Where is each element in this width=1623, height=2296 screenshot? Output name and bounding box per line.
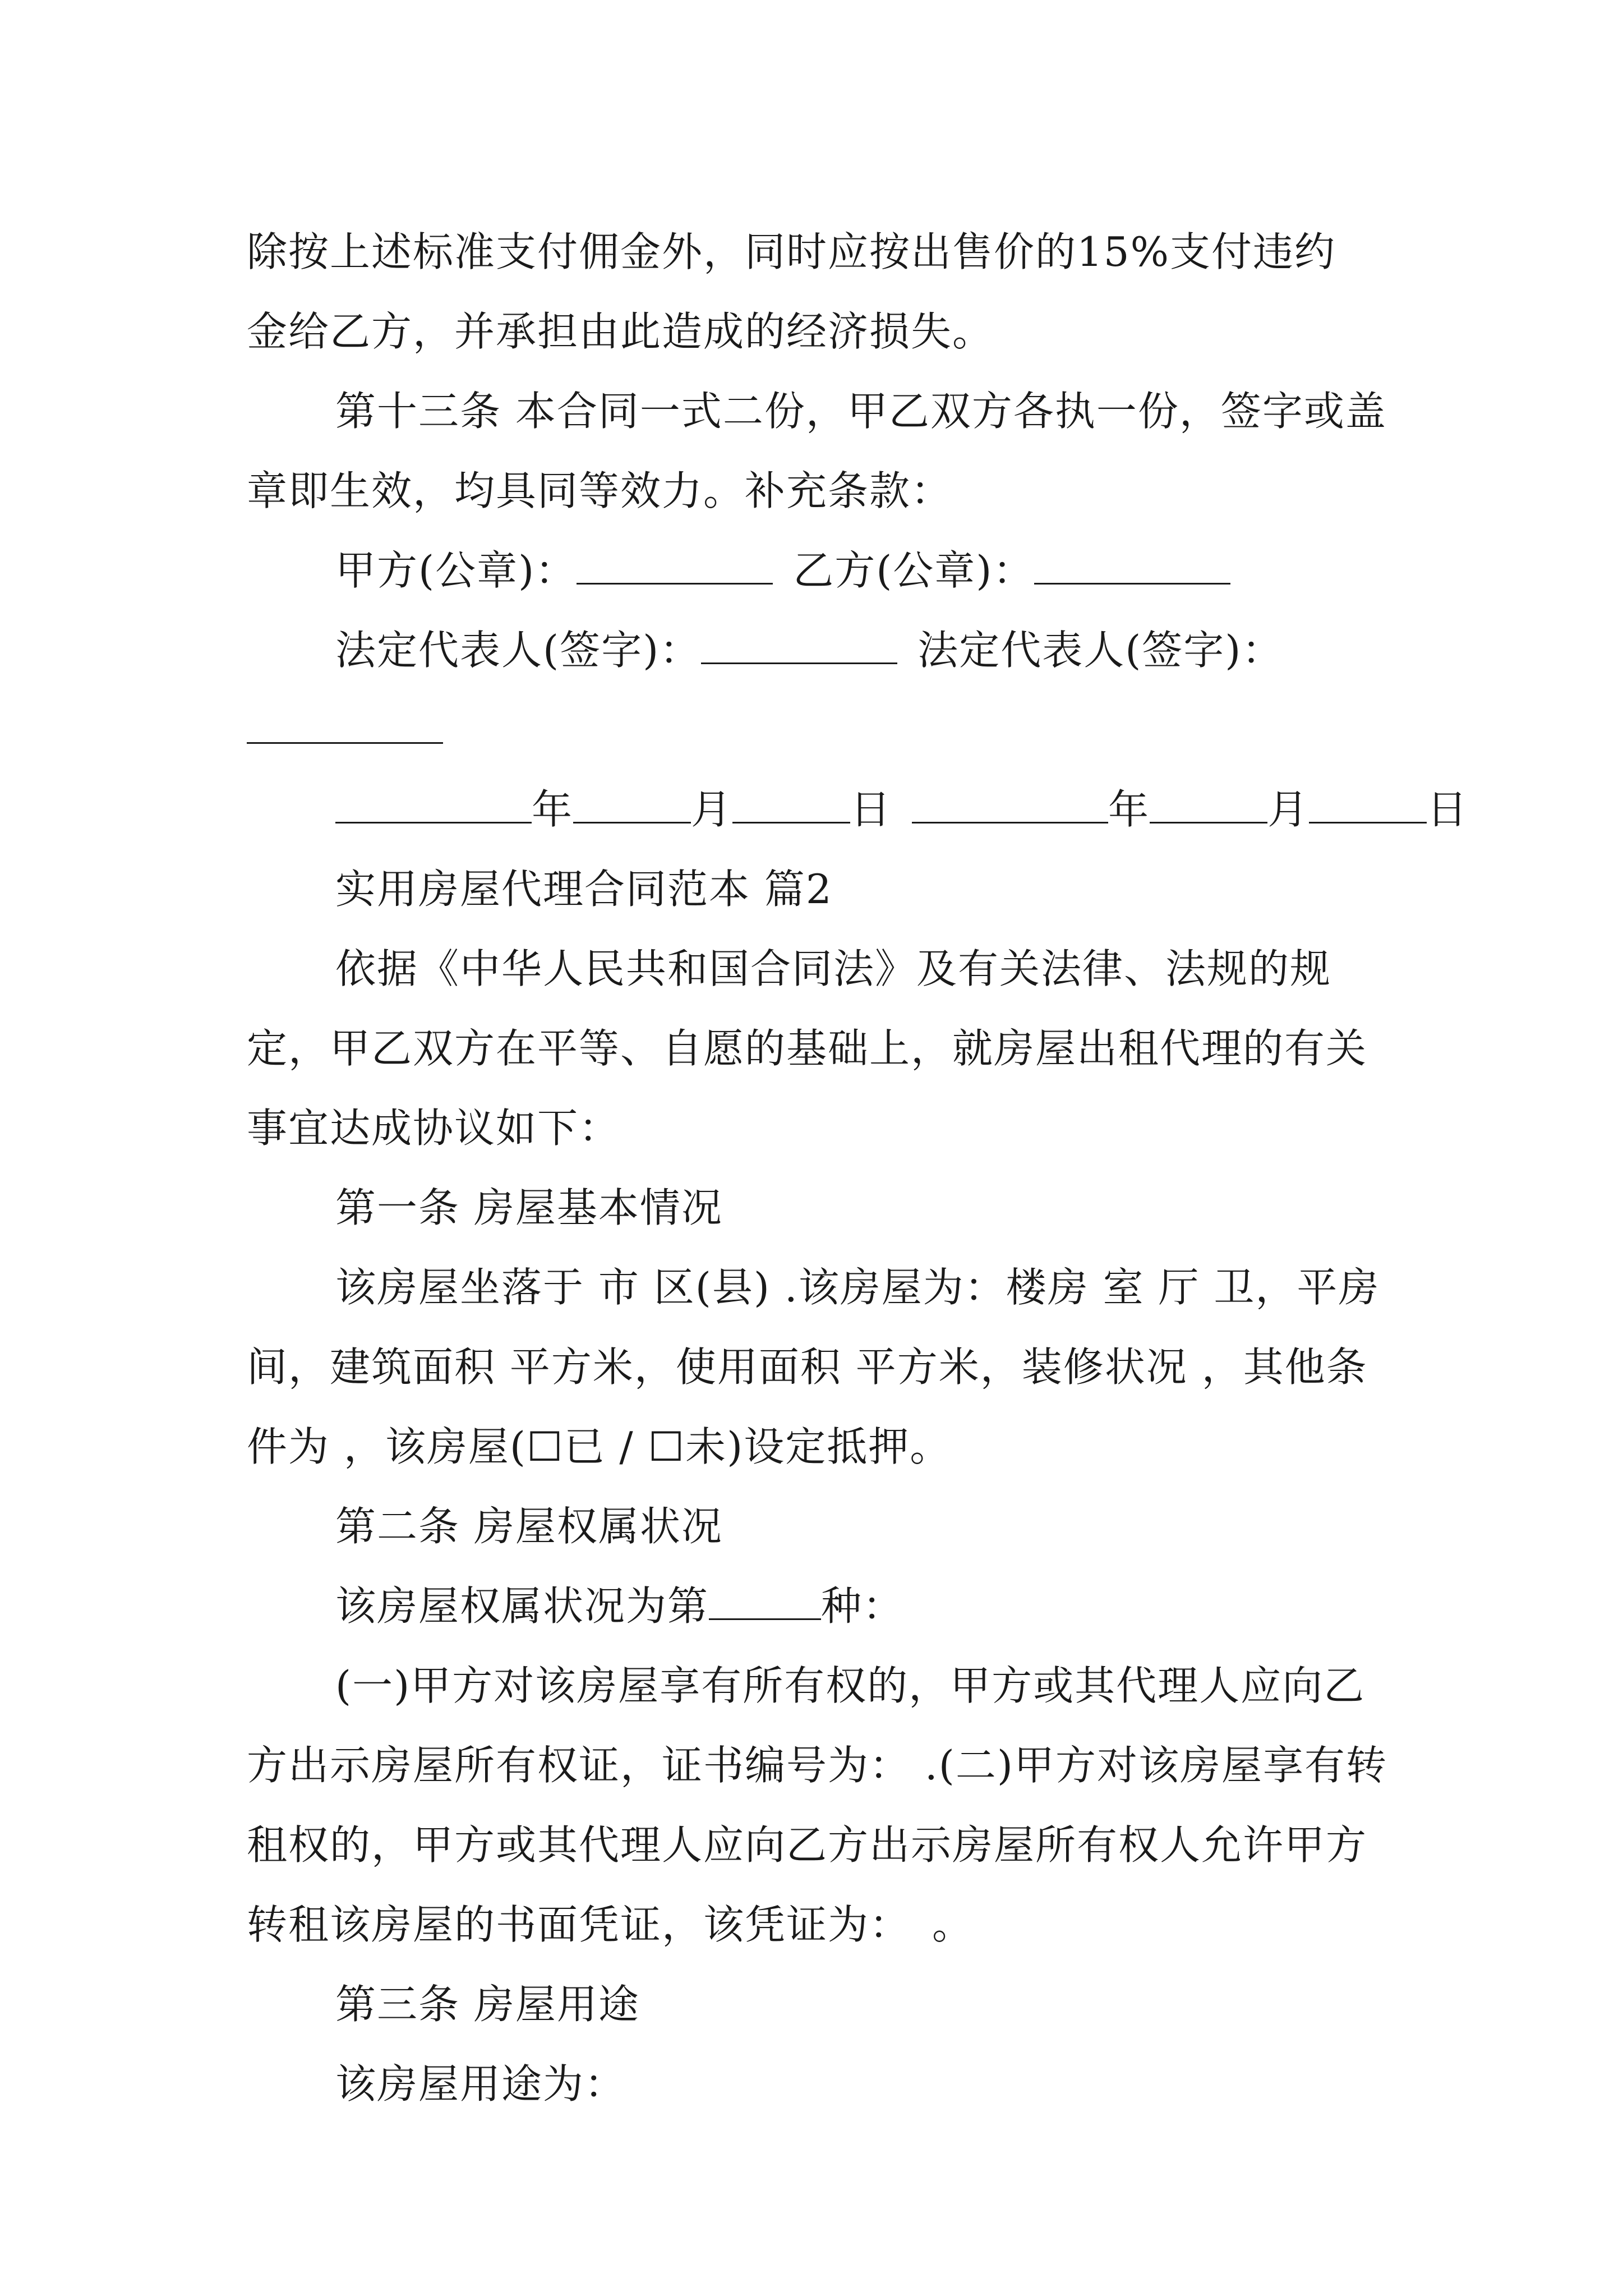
- rep-b-blank-row: [247, 690, 1391, 770]
- article-2-items: (一)甲方对该房屋享有所有权的，甲方或其代理人应向乙方出示房屋所有权证，证书编号为： .(二)甲方对该房屋享有转租权的，甲方或其代理人应向乙方出示房屋所有权人允许甲方转租该房屋的书面凭证，该凭证为： 。: [247, 1662, 1387, 1948]
- seal-row: [247, 531, 1391, 610]
- rep-a-blank: [701, 620, 897, 664]
- date-a-day-blank: [732, 779, 850, 823]
- section-title: 实用房屋代理合同范本 篇2: [335, 866, 833, 913]
- article-2-body: [247, 1566, 1391, 1646]
- rep-b-label: 法定代表人(签字)：: [917, 627, 1284, 674]
- rep-a-label: 法定代表人(签字)：: [335, 627, 702, 674]
- paragraph-penalty-line-1: 除按上述标准支付佣金外，同时应按出售价的15%支付违约: [247, 228, 1336, 275]
- article-1-title: 第一条 房屋基本情况: [335, 1184, 723, 1231]
- date-a-day: 日: [850, 786, 892, 833]
- date-b-year-blank: [912, 779, 1108, 823]
- article-2-type-blank: [709, 1576, 821, 1620]
- party-b-seal-blank: [1034, 540, 1230, 585]
- party-a-seal-blank: [577, 540, 773, 585]
- date-b-day-blank: [1309, 779, 1427, 823]
- article-2-body-suffix: 种：: [821, 1582, 905, 1630]
- document-body: [247, 212, 1469, 2124]
- article-2-title: 第二条 房屋权属状况: [335, 1503, 723, 1550]
- party-b-seal-label: 乙方(公章)：: [793, 547, 1035, 594]
- date-b-day: 日: [1427, 786, 1469, 833]
- article-2-body-prefix: 该房屋权属状况为第: [335, 1582, 709, 1630]
- date-a-year-blank: [335, 779, 532, 823]
- date-a-year: 年: [532, 786, 574, 833]
- date-row: [247, 770, 1469, 849]
- article-1-body: 该房屋坐落于 市 区(县) .该房屋为：楼房 室 厅 卫，平房 间，建筑面积 平方米，使用面积 平方米，装修状况 ，其他条件为 ，该房屋(☐已 / ☐未)设定抵押。: [247, 1264, 1394, 1470]
- article-3-body: 该房屋用途为：: [335, 2060, 626, 2108]
- date-a-month-blank: [573, 779, 691, 823]
- article-13: 第十三条 本合同一式二份，甲乙双方各执一份，签字或盖章即生效，均具同等效力。补充条款：: [247, 388, 1387, 514]
- date-a-month: 月: [691, 786, 733, 833]
- date-b-month-blank: [1150, 779, 1267, 823]
- article-3-title: 第三条 房屋用途: [335, 1981, 640, 2028]
- date-b-month: 月: [1267, 786, 1310, 833]
- paragraph-penalty-line-2: 金给乙方，并承担由此造成的经济损失。: [247, 308, 994, 355]
- rep-b-blank: [247, 700, 443, 744]
- date-b-year: 年: [1108, 786, 1150, 833]
- intro-paragraph: 依据《中华人民共和国合同法》及有关法律、法规的规定，甲乙双方在平等、自愿的基础上，就房屋出租代理的有关事宜达成协议如下：: [247, 945, 1368, 1152]
- representative-row: [247, 610, 1391, 690]
- party-a-seal-label: 甲方(公章)：: [335, 547, 577, 594]
